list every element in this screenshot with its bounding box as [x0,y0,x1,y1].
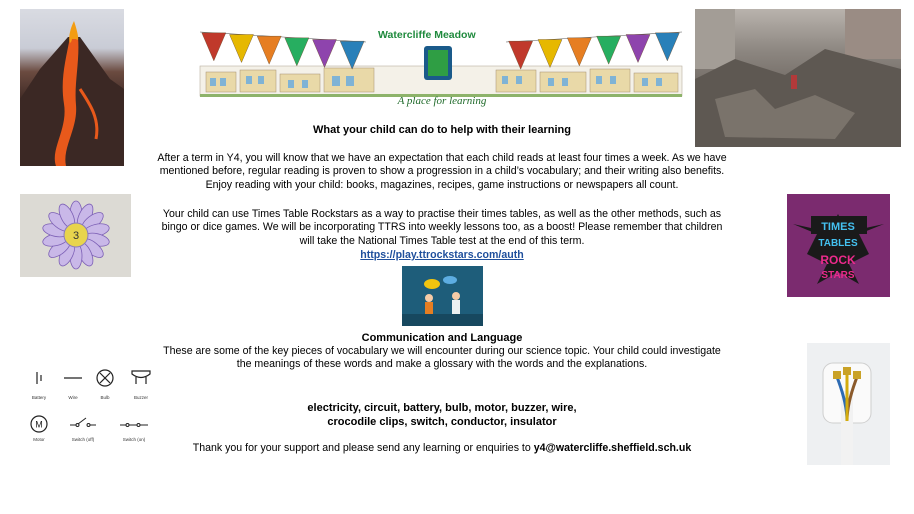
bulb-label: Bulb [100,395,110,400]
communication-line: These are some of the key pieces of vocabulary we will encounter during our science topic. Your child could investigate [163,345,721,357]
switch-off-label: Switch (off) [71,437,95,442]
help-heading: What your child can do to help with their learning [313,124,571,136]
bunting-flag [509,41,533,69]
vocabulary-list [130,401,754,429]
communication-line: the meanings of these words and make a glossary with the words and the explanations. [236,358,648,371]
bunting-flag [626,35,650,63]
wire-label: Wire [68,395,78,400]
ttrs-link-text[interactable]: https://play.ttrockstars.com/auth [360,249,524,261]
reading-paragraph [130,152,754,192]
switch-on-label: Switch (on) [122,437,146,442]
bunting-flag [538,40,562,68]
vocabulary-line: electricity, circuit, battery, bulb, motor, buzzer, wire, [307,402,577,414]
ttrs-link[interactable] [0,249,884,261]
bunting-flag [597,36,621,64]
communication-illustration [402,266,483,326]
ttrs-line: bingo or dice games. We will be incorporating TTRS into weekly lessons too, as a boost! Please remember that children [161,221,723,234]
buzzer-icon [132,371,150,384]
number-flower-image [20,194,131,277]
switch-off-icon [70,418,96,427]
communication-heading: Communication and Language [361,332,523,344]
svg-text:TABLES: TABLES [818,238,858,249]
buzzer-label: Buzzer [133,395,148,400]
bulb-icon [97,370,113,386]
reading-line: mentioned before, regular reading is proven to show a progression in a child’s vocabulary; and their writing also benefits. [159,165,725,178]
communication-paragraph [130,345,754,372]
ttrs-paragraph [130,208,754,248]
thanks-message [0,442,884,454]
flower-centre-number: 3 [72,230,80,242]
school-tagline: A place for learning [397,95,487,107]
vocabulary-line: crocodile clips, switch, conductor, insulator [327,416,557,428]
reading-line: After a term in Y4, you will know that we have an expectation that each child reads at least four times a week. As we have [157,152,727,164]
svg-text:STARS: STARS [821,270,855,281]
ttrs-line: Your child can use Times Table Rockstars as a way to practise their times tables, as well as the other methods, such as [162,208,722,220]
bunting-flag [340,41,364,69]
school-name: Watercliffe Meadow [378,29,476,41]
battery-icon [37,372,41,384]
bunting-flag [313,40,337,68]
bunting-flag [285,38,309,66]
motor-label: Motor [33,437,45,442]
battery-label: Battery [31,395,47,400]
motor-letter: M [35,419,43,430]
volcano-photo [20,9,124,166]
svg-text:TIMES: TIMES [821,221,855,233]
svg-text:ROCK: ROCK [820,253,856,267]
bunting-flag [567,38,591,66]
reading-line: Enjoy reading with your child: books, magazines, recipes, game instructions or newspapers all count. [205,178,679,191]
thanks-text: Thank you for your support and please send any learning or enquiries to [192,442,534,454]
bunting-flag [230,35,254,63]
times-tables-rockstars-logo [787,194,890,297]
bunting-flag [655,33,679,61]
bunting-flag [202,33,226,61]
ttrs-line: will take the National Times Table test at the end of this term. [299,234,585,247]
bunting-flag [257,36,281,64]
contact-email[interactable]: y4@watercliffe.sheffield.sch.uk [533,442,692,454]
